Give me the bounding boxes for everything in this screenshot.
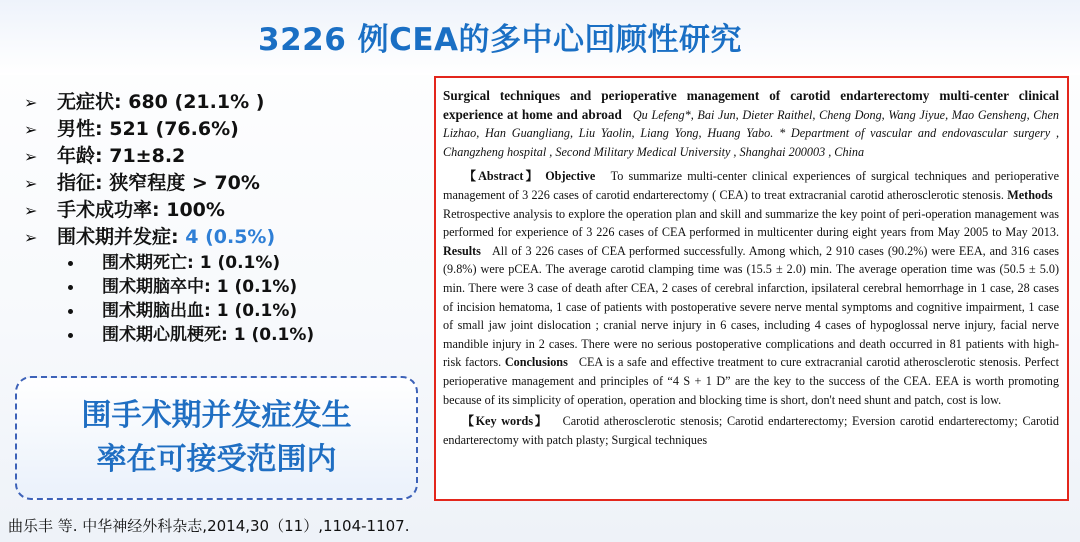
arrow-bullet-icon: ➢ <box>24 174 38 193</box>
complication-value: 1 (0.1%) <box>216 277 298 297</box>
stat-success-rate <box>24 197 424 224</box>
slide-title: 3226 例CEA的多中心回顾性研究 <box>258 22 742 58</box>
stat-label: 指征: <box>57 172 103 194</box>
stats-list <box>24 89 424 251</box>
objective-label: Objective <box>545 169 596 184</box>
stat-complications <box>24 224 424 251</box>
results-text: All of 3 226 cases of CEA performed successfully. Among which, 2 910 cases (90.2%) were EEA, and 316 cases (9.8%) were pCEA. The average carotid clamping time was (15.5 ± 2.0) min. The average operation time was (50.5 ± 5.0) min. There were 3 case of death after CEA, 2 cases of cerebral infarction, ipsilateral cerebral hemorrhage in 1 case, 28 cases of incision hematoma, 1 case of patients with postoperative severe nerve mental symptoms and cognitive impairment, 1 case of small jaw joint dislocation ; cranial nerve injury in 6 cases, including 4 cases of hypoglossal nerve injury, facial nerve mandible injury in 2 cases. There were no serious postoperative complications and death occurred in 81 patients with high-risk factors. <box>443 243 1060 370</box>
arrow-bullet-icon: ➢ <box>24 93 38 112</box>
paper-authors: Qu Lefeng*, Bai Jun, Dieter Raithel, Cheng Dong, Wang Jiyue, Mao Gensheng, Chen Lizhao, Han Guangliang, Liu Yaolin, Liang Yong, Huang Yabo. <box>443 107 1060 141</box>
paper-affiliation: * Department of vascular and endovascular surgery , Changzheng hospital , Second Military Medical University , Shanghai 200003 , China <box>443 126 1059 159</box>
stat-value: 100% <box>166 199 225 221</box>
stat-label: 年龄: <box>57 145 103 167</box>
objective-text: To summarize multi-center clinical experiences of surgical techniques and perioperative management of 3 226 cases of carotid endarterectomy ( CEA) to treat extracranial carotid atherosclerotic stenosis. <box>443 169 1060 202</box>
results-label: Results <box>443 243 481 258</box>
complication-value: 1 (0.1%) <box>199 253 281 273</box>
complication-label: 围术期脑卒中: <box>102 277 211 297</box>
complication-stroke <box>62 275 422 299</box>
stat-value: 4 (0.5%) <box>185 226 276 248</box>
conclusion-box <box>15 376 418 500</box>
complication-label: 围术期死亡: <box>102 253 194 273</box>
stat-label: 男性: <box>57 118 103 140</box>
paper-keywords <box>443 412 1059 449</box>
complication-label: 围术期脑出血: <box>102 301 211 321</box>
complication-list <box>62 251 422 347</box>
keywords-label: 【Key words】 <box>461 414 549 429</box>
complication-hemorrhage <box>62 299 422 323</box>
conclusions-label: Conclusions <box>504 355 568 370</box>
arrow-bullet-icon: ➢ <box>24 201 38 220</box>
stat-male <box>24 116 424 143</box>
keywords-text: Carotid atherosclerotic stenosis; Carotid endarterectomy; Eversion carotid endarterectomy; Carotid endarterectomy with patch plasty; Surgical techniques <box>443 414 1060 447</box>
stat-age <box>24 143 424 170</box>
complication-value: 1 (0.1%) <box>216 301 298 321</box>
bullet-dot-icon <box>68 309 73 314</box>
arrow-bullet-icon: ➢ <box>24 120 38 139</box>
stat-value: 71±8.2 <box>109 145 186 167</box>
complication-label: 围术期心肌梗死: <box>102 325 228 345</box>
stat-value: 521 (76.6%) <box>109 118 239 140</box>
complication-value: 1 (0.1%) <box>233 325 315 345</box>
complication-mi <box>62 323 422 347</box>
conclusion-line-1: 围手术期并发症发生 <box>81 398 352 433</box>
stat-label: 手术成功率: <box>57 199 160 221</box>
paper-header <box>443 87 1059 161</box>
bullet-dot-icon <box>68 285 73 290</box>
bullet-dot-icon <box>68 333 73 338</box>
stat-indication <box>24 170 424 197</box>
methods-label: Methods <box>1007 187 1053 202</box>
stat-value: 680 (21.1% ) <box>128 91 265 113</box>
stat-label: 围术期并发症: <box>57 226 179 248</box>
conclusion-line-2: 率在可接受范围内 <box>96 442 337 477</box>
complication-death <box>62 251 422 275</box>
paper-abstract-image <box>434 76 1069 501</box>
arrow-bullet-icon: ➢ <box>24 147 38 166</box>
arrow-bullet-icon: ➢ <box>24 228 38 247</box>
stat-value: 狭窄程度 > 70% <box>109 172 260 194</box>
conclusions-text: CEA is a safe and effective treatment to cure extracranial carotid atherosclerotic stenosis. Perfect perioperative management and principles of “4 S + 1 D” are the key to the success of the CEA. EEA is worth promoting because of its simplicity of operation, operation and blocking time is short, don't need shunt and patch, cost is low. <box>443 355 1060 407</box>
paper-title: Surgical techniques and perioperative management of carotid endarterectomy multi-center clinical experience at home and abroad <box>443 88 1059 122</box>
conclusion-text <box>52 394 382 482</box>
methods-text: Retrospective analysis to explore the operation plan and skill and summarize the key point of peri-operation management was performed for experience of 3 226 cases of CEA performed in multicenter during eight years from May 2005 to May 2013. <box>443 206 1059 240</box>
stat-label: 无症状: <box>57 91 122 113</box>
citation: 曲乐丰 等. 中华神经外科杂志,2014,30（11）,1104-1107. <box>8 517 410 535</box>
bullet-dot-icon <box>68 261 73 266</box>
paper-abstract <box>443 167 1059 409</box>
stat-asymptomatic <box>24 89 424 116</box>
abstract-label: 【Abstract】 <box>463 169 540 184</box>
